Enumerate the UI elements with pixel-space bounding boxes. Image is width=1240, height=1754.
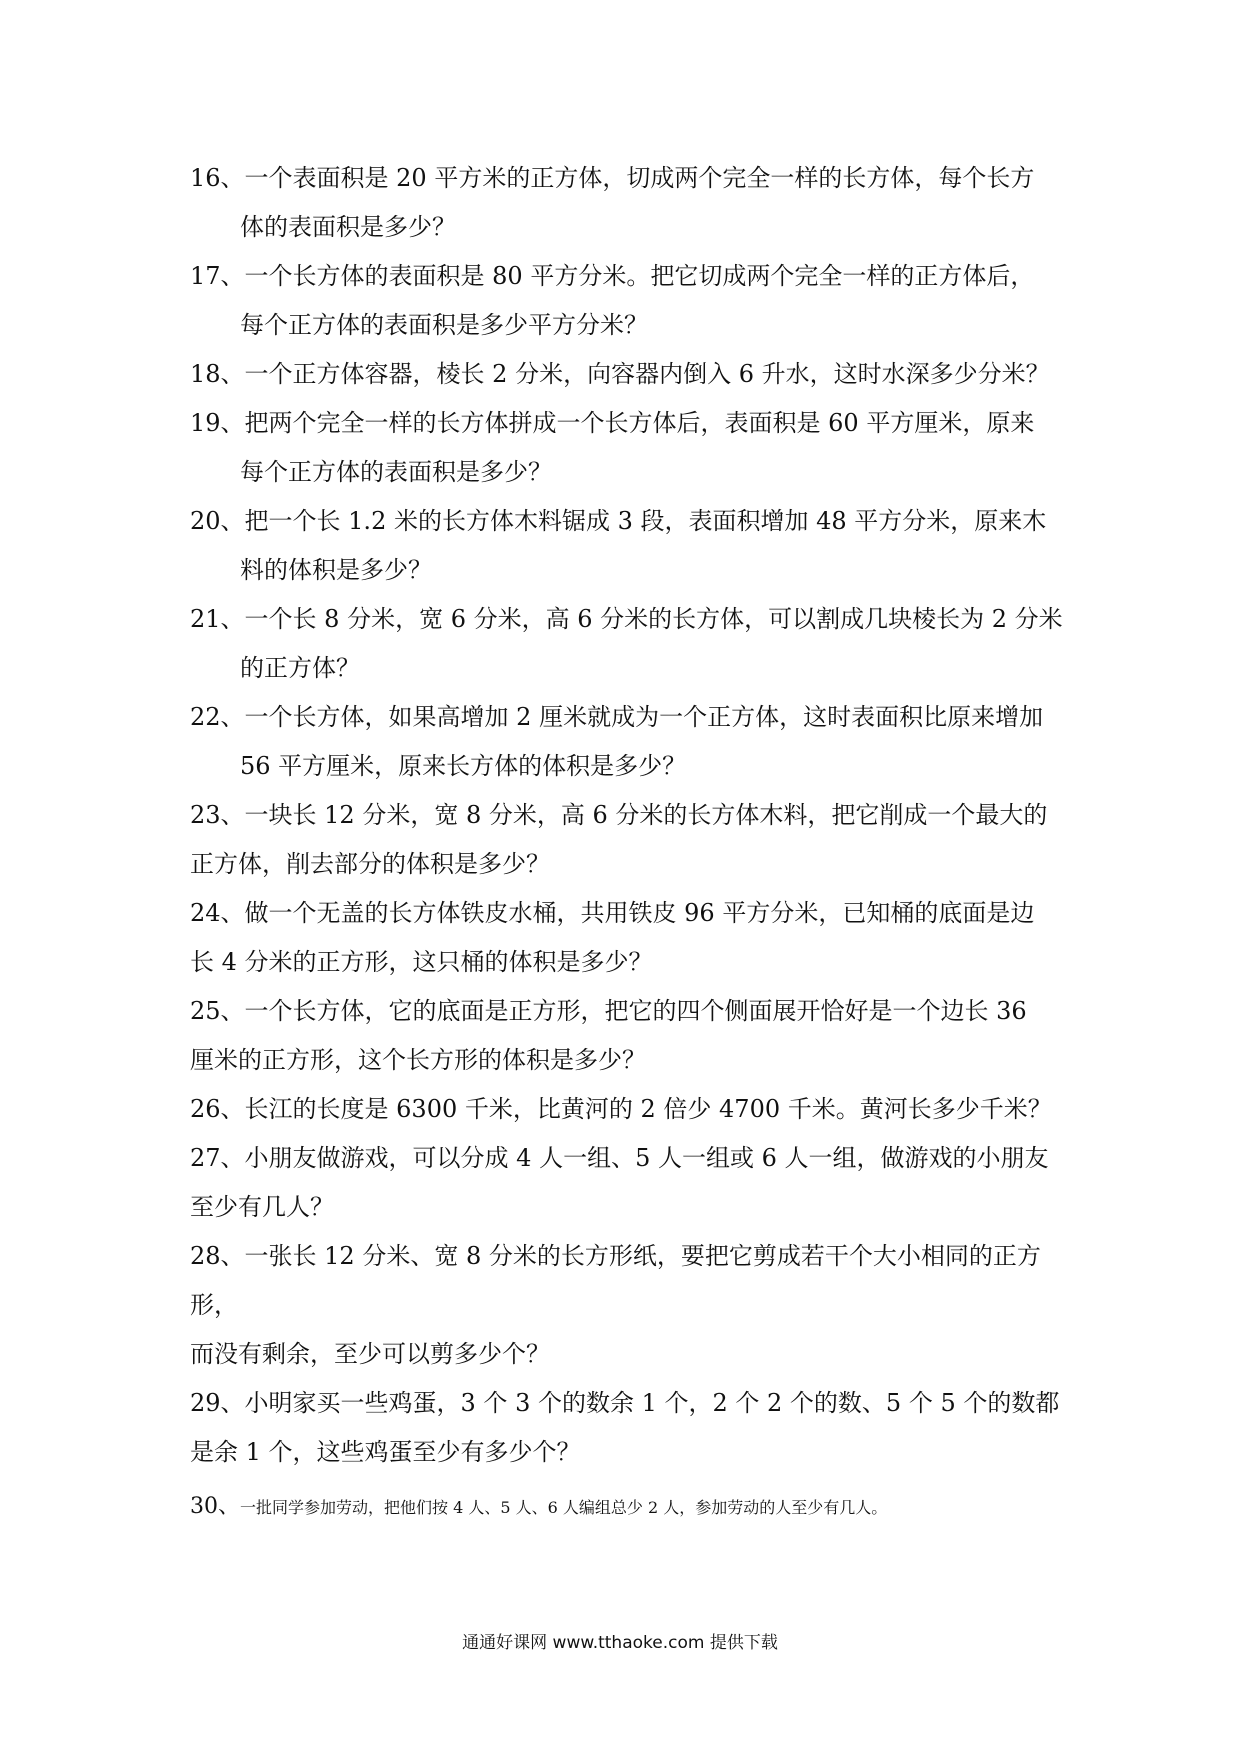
problem-30 — [190, 1481, 1070, 1534]
problem-text: 一批同学参加劳动，把他们按 4 人、5 人、6 人编组总少 2 人，参加劳动的人至少有几人。 — [240, 1498, 888, 1517]
problem-19 — [190, 399, 1070, 497]
problem-line: 23、一块长 12 分米，宽 8 分米，高 6 分米的长方体木料，把它削成一个最大的 — [190, 801, 1048, 829]
problem-line: 体的表面积是多少？ — [240, 213, 456, 241]
problem-25 — [190, 987, 1070, 1085]
problem-line: 18、一个正方体容器，棱长 2 分米，向容器内倒入 6 升水，这时水深多少分米？ — [190, 360, 1050, 388]
problem-16 — [190, 154, 1070, 252]
problem-line: 25、一个长方体，它的底面是正方形，把它的四个侧面展开恰好是一个边长 36 — [190, 997, 1027, 1025]
problem-line: 26、长江的长度是 6300 千米，比黄河的 2 倍少 4700 千米。黄河长多少千米？ — [190, 1095, 1052, 1123]
problem-28 — [190, 1232, 1070, 1379]
problem-23 — [190, 791, 1070, 889]
problem-18 — [190, 350, 1070, 399]
problem-line: 27、小朋友做游戏，可以分成 4 人一组、5 人一组或 6 人一组，做游戏的小朋友 — [190, 1144, 1049, 1172]
problem-line: 24、做一个无盖的长方体铁皮水桶，共用铁皮 96 平方分米，已知桶的底面是边 — [190, 899, 1035, 927]
problem-list — [190, 154, 1070, 1534]
problem-line: 长 4 分米的正方形，这只桶的体积是多少？ — [190, 948, 653, 976]
problem-line: 料的体积是多少？ — [240, 556, 432, 584]
problem-line: 20、把一个长 1.2 米的长方体木料锯成 3 段，表面积增加 48 平方分米，原来木 — [190, 507, 1047, 535]
problem-line: 29、小明家买一些鸡蛋，3 个 3 个的数余 1 个，2 个 2 个的数、5 个 5 个的数都 — [190, 1389, 1060, 1417]
problem-line: 每个正方体的表面积是多少？ — [240, 458, 552, 486]
problem-line: 每个正方体的表面积是多少平方分米？ — [240, 311, 648, 339]
problem-number: 30、 — [190, 1494, 240, 1519]
problem-line: 22、一个长方体，如果高增加 2 厘米就成为一个正方体，这时表面积比原来增加 — [190, 703, 1044, 731]
problem-20 — [190, 497, 1070, 595]
problem-27 — [190, 1134, 1070, 1232]
problem-line: 厘米的正方形，这个长方形的体积是多少？ — [190, 1046, 646, 1074]
problem-line: 的正方体？ — [240, 654, 360, 682]
problem-26 — [190, 1085, 1070, 1134]
problem-line: 正方体，削去部分的体积是多少？ — [190, 850, 550, 878]
problem-line: 是余 1 个，这些鸡蛋至少有多少个？ — [190, 1438, 581, 1466]
problem-line: 17、一个长方体的表面积是 80 平方分米。把它切成两个完全一样的正方体后， — [190, 262, 1035, 290]
problem-17 — [190, 252, 1070, 350]
problem-line: 56 平方厘米，原来长方体的体积是多少？ — [240, 752, 687, 780]
problem-line: 而没有剩余，至少可以剪多少个？ — [190, 1340, 550, 1368]
problem-21 — [190, 595, 1070, 693]
problem-line: 16、一个表面积是 20 平方米的正方体，切成两个完全一样的长方体，每个长方 — [190, 164, 1035, 192]
problem-line: 形， — [190, 1291, 238, 1319]
problem-line: 19、把两个完全一样的长方体拼成一个长方体后，表面积是 60 平方厘米，原来 — [190, 409, 1035, 437]
problem-line: 28、一张长 12 分米、宽 8 分米的长方形纸，要把它剪成若干个大小相同的正方 — [190, 1242, 1041, 1270]
problem-24 — [190, 889, 1070, 987]
problem-22 — [190, 693, 1070, 791]
page-footer: 通通好课网 www.tthaoke.com 提供下载 — [462, 1633, 778, 1653]
problem-line: 21、一个长 8 分米，宽 6 分米，高 6 分米的长方体，可以割成几块棱长为 2 分米 — [190, 605, 1063, 633]
problem-29 — [190, 1379, 1070, 1477]
problem-line: 至少有几人？ — [190, 1193, 334, 1221]
